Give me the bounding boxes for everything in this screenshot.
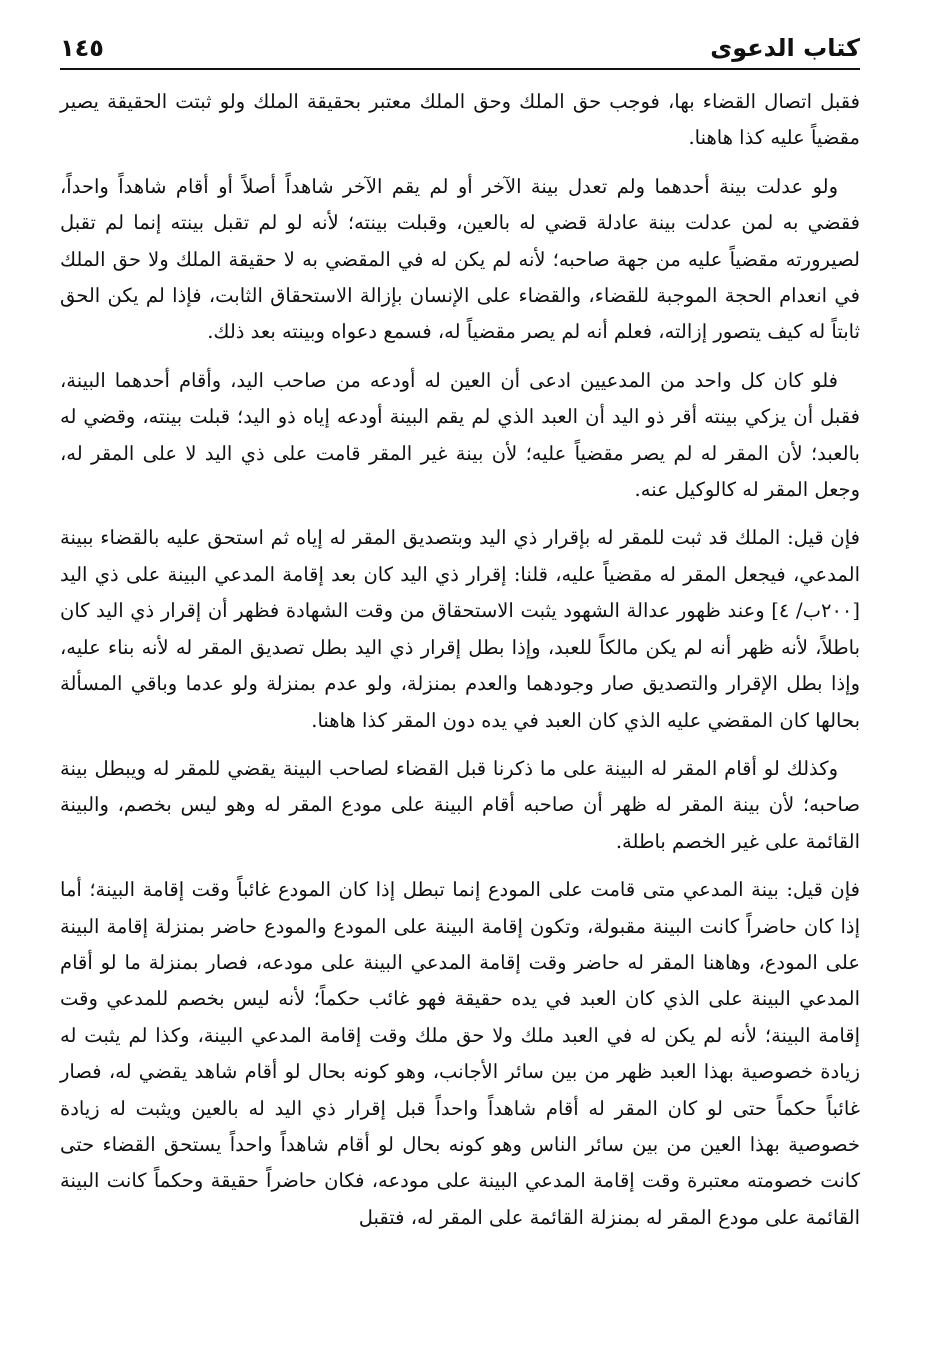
book-page: [60, 20, 860, 1340]
paragraph: وكذلك لو أقام المقر له البينة على ما ذكرنا قبل القضاء لصاحب البينة يقضي للمقر له ويبطل بينة صاحبه؛ لأن بينة المقر له ظهر أن صاحبه أقام البينة على مودع المقر له وهو ليس بخصم، والبينة القائمة على غير الخصم باطلة.: [60, 756, 860, 853]
page-number: ١٤٥: [60, 34, 104, 62]
paragraph: فإن قيل: الملك قد ثبت للمقر له بإقرار ذي اليد وبتصديق المقر له إياه ثم استحق عليه بالقضاء ببينة المدعي، فيجعل المقر له مقضياً عليه، قلنا: إقرار ذي اليد كان بعد إقامة المدعي البينة على ذي اليد [٢٠٠ب/ ٤] وعند ظهور عدالة الشهود يثبت الاستحقاق من وقت الشهادة فظهر أن إقرار ذي اليد كان باطلاً، لأنه ظهر أنه لم يكن مالكاً للعبد، وإذا بطل إقرار ذي اليد بطل تصديق المقر له لأنه بناء عليه، وإذا بطل الإقرار والتصديق صار وجودهما والعدم بمنزلة، ولو عدم بمنزلة ولو عدما وباقي المسألة بحالها كان المقضي عليه الذي كان العبد في يده دون المقر كذا هاهنا.: [60, 526, 860, 732]
paragraph: ولو عدلت بينة أحدهما ولم تعدل بينة الآخر أو لم يقم الآخر شاهداً أصلاً أو أقام شاهداً واحداً، فقضي به لمن عدلت بينة عادلة قضي له بالعين، وقبلت بينته؛ لأنه لو لم تقبل بينته إنما لم تقبل لصيرورته مقضياً عليه من جهة صاحبه؛ لأنه لم يكن له في المقضي به لا حقيقة الملك ولا حق الملك في انعدام الحجة الموجبة للقضاء، والقضاء على الإنسان بإزالة الاستحقاق الثابت، فإذا لم يكن الحق ثابتاً له كيف يتصور إزالته، فعلم أنه لم يصر مقضياً له، فسمع دعواه وبينته بعد ذلك.: [60, 174, 860, 344]
paragraph: فإن قيل: بينة المدعي متى قامت على المودع إنما تبطل إذا كان المودع غائباً وقت إقامة البينة؛ أما إذا كان حاضراً كانت البينة مقبولة، وتكون إقامة البينة على المودع والمودع حاضر بمنزلة إقامة البينة على المودع، وهاهنا المقر له حاضر وقت إقامة المدعي البينة على مودعه، فصار بمنزلة ما لو أقام المدعي البينة على الذي كان العبد في يده حقيقة فهو غائب حكماً؛ لأنه ليس بخصم للمدعي وقت إقامة البينة؛ لأنه لم يكن له في العبد ملك ولا حق ملك وقت إقامة المدعي البينة، وكذا لم يثبت له زيادة خصوصية بهذا العبد ظهر من بين سائر الأجانب، وهو كونه بحال لو أقام شاهد يقضي له، فصار غائباً حكماً حتى لو كان المقر له أقام شاهداً واحداً قبل إقرار ذي اليد له بالعين ويثبت له زيادة خصوصية بهذا العين من بين سائر الناس وهو كونه بحال لو أقام شاهداً واحداً يستحق القضاء حتى كانت خصومته معتبرة وقت إقامة المدعي البينة على مودعه، فكان حاضراً حقيقة وحكماً كانت البينة القائمة على مودع المقر له بمنزلة القائمة على المقر له، فتقبل: [60, 878, 860, 1229]
running-header: [60, 20, 860, 70]
chapter-title: كتاب الدعوى: [710, 34, 860, 62]
paragraph: فلو كان كل واحد من المدعيين ادعى أن العين له أودعه من صاحب اليد، وأقام أحدهما البينة، فقبل أن يزكي بينته أقر ذو اليد أن العبد الذي لم يقم البينة أودعه إياه ذو اليد؛ قبلت بينته، وقضي له بالعبد؛ لأن المقر له لم يصر مقضياً عليه؛ لأن بينة غير المقر قامت على ذي اليد لا على المقر له، وجعل المقر له كالوكيل عنه.: [60, 368, 860, 502]
body-text: [60, 84, 860, 1236]
paragraph: فقبل اتصال القضاء بها، فوجب حق الملك وحق الملك معتبر بحقيقة الملك ولو ثبتت الحقيقة يصير مقضياً عليه كذا هاهنا.: [60, 90, 860, 150]
